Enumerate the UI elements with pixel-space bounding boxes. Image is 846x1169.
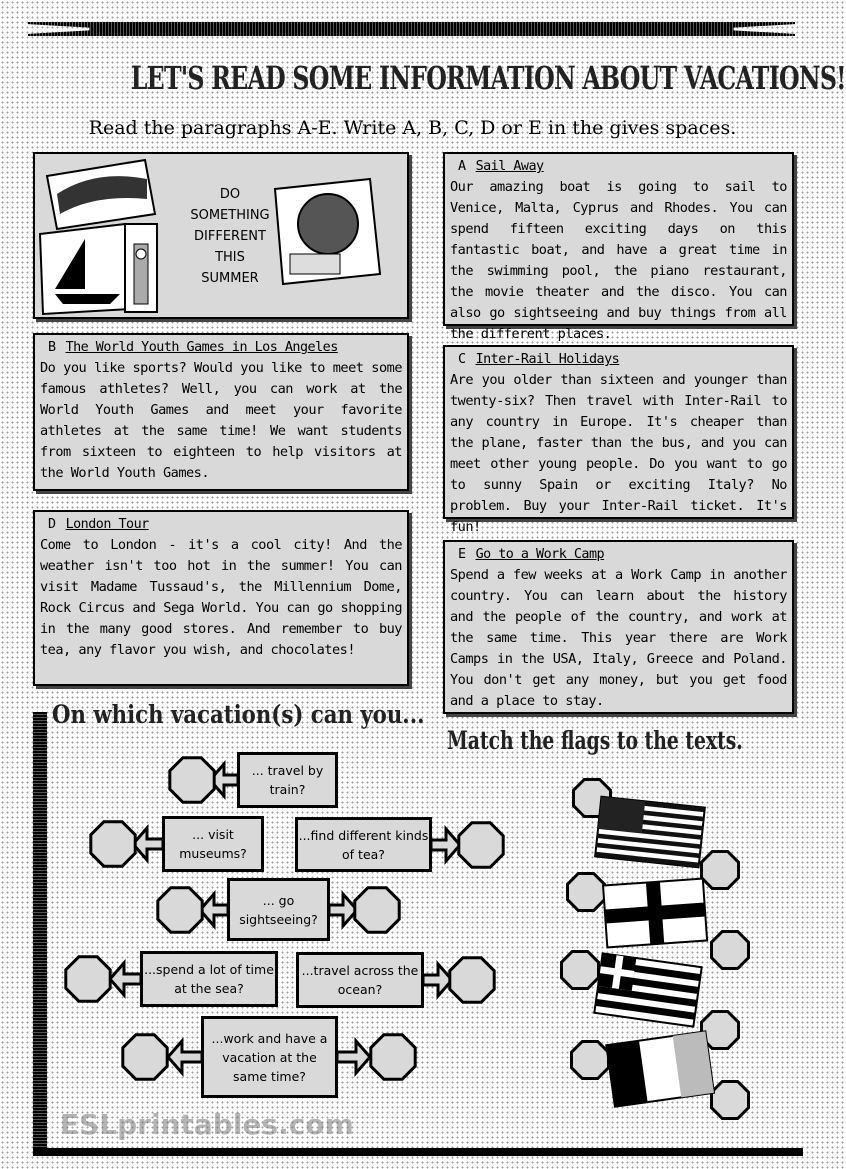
questions-title: On which vacation(s) can you...	[52, 700, 425, 729]
paragraph-letter: A	[458, 159, 466, 174]
greece-flag	[594, 953, 701, 1026]
heading-text: London Tour	[65, 517, 149, 532]
paragraph-letter: D	[48, 517, 56, 532]
heading-text: Inter-Rail Holidays	[475, 352, 620, 367]
heading-text: Go to a Work Camp	[475, 547, 605, 562]
paragraph-text: Our amazing boat is going to sail to Venice, Malta, Cyprus and Rhodes. You can spend fifteen exciting days on this fantastic boat, and have a great time in the swimming pool, the piano restaurant, the movie theater and the disco. You can also go sightseeing and buy things from all the different places.	[450, 179, 787, 342]
england-flag	[603, 879, 707, 948]
question-box: ...work and have a vacation at the same time?	[201, 1016, 338, 1098]
question-box: ... travel by train?	[237, 752, 338, 808]
question-box: ...find different kinds of tea?	[295, 817, 432, 872]
paragraph-text: Come to London - it's a cool city! And the weather isn't too hot in the summer! You can visit Madame Tussaud's, the Millennium Dome, Rock Circus and Sega World. You can go shopping in the many good stores. And remember to buy tea, any flavor you wish, and chocolates!	[40, 537, 402, 658]
page-title: LET'S READ SOME INFORMATION ABOUT VACATIONS!	[130, 59, 846, 97]
instructions: Read the paragraphs A-E. Write A, B, C, D or E in the gives spaces.	[88, 117, 737, 139]
question-box: ...travel across the ocean?	[296, 952, 424, 1008]
question-box: ... visit museums?	[162, 816, 264, 872]
paragraph-letter: B	[48, 340, 56, 355]
heading-text: Sail Away	[475, 159, 544, 174]
poster-line: DO	[219, 187, 241, 202]
paragraph-text: Do you like sports? Would you like to meet some famous athletes? Well, you can work at the World Youth Games and meet your favorite athletes at the same time! We want students from sixteen to eighteen to help visitors at the World Youth Games.	[40, 360, 402, 481]
poster-line: SOMETHING	[190, 208, 270, 223]
paragraph-letter: E	[458, 547, 466, 562]
usa-flag	[595, 797, 705, 868]
poster-line: SUMMER	[201, 271, 259, 286]
paragraph-text: Spend a few weeks at a Work Camp in another country. You can learn about the history and the people of the country, and work at the same time. This year there are Work Camps in the USA, Italy, Greece and Poland. You don't get any money, but you get food and a place to stay.	[450, 567, 787, 709]
italy-flag	[606, 1031, 714, 1106]
paragraph-text: Are you older than sixteen and younger than twenty-six? Then travel with Inter-Rail to any country in Europe. It's cheaper than the plane, faster than the bus, and you can meet other young people. Do you want to go to sunny Spain or exciting Italy? No problem. Buy your Inter-Rail ticket. It's fun!	[450, 372, 787, 535]
flags-title: Match the flags to the texts.	[447, 726, 743, 755]
paragraph-letter: C	[458, 352, 466, 367]
question-box: ... go sightseeing?	[227, 878, 330, 941]
poster-line: THIS	[215, 250, 245, 265]
heading-text: The World Youth Games in Los Angeles	[65, 340, 338, 355]
poster-line: DIFFERENT	[194, 229, 266, 244]
question-box: ...spend a lot of time at the sea?	[140, 951, 278, 1007]
watermark: ESLprintables.com	[60, 1108, 354, 1141]
